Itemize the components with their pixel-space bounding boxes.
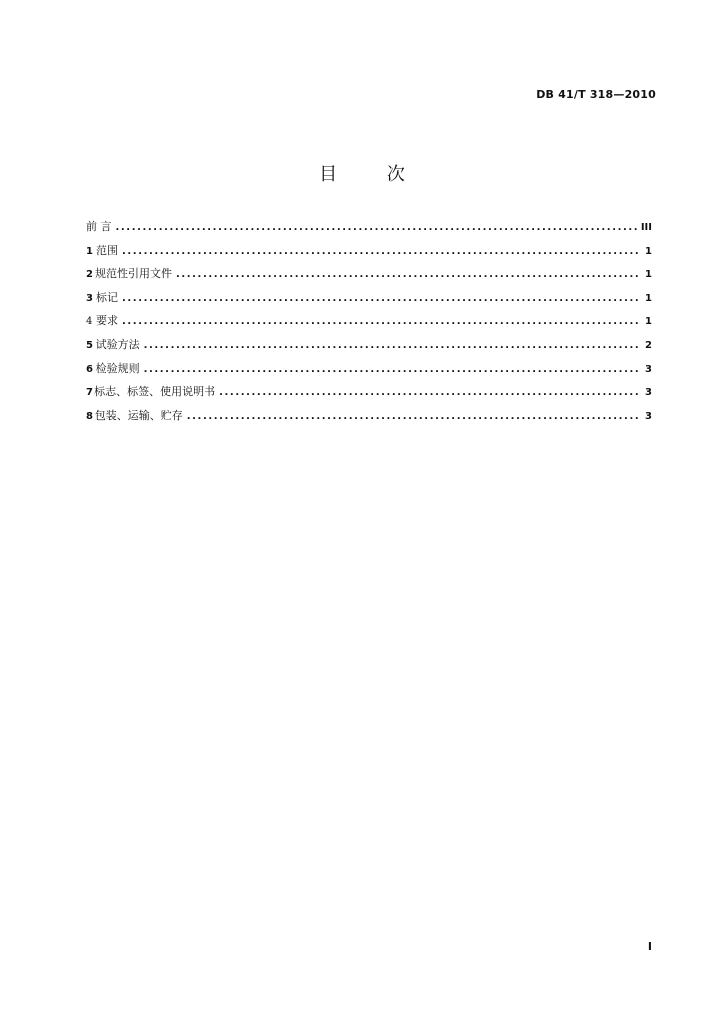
toc-leader-dots (176, 270, 640, 280)
toc-entry-number: 1 (86, 245, 93, 257)
toc-entry-page: 1 (645, 269, 652, 281)
toc-entry-page: 3 (645, 387, 652, 399)
toc-entry-label: 规范性引用文件 (94, 267, 172, 281)
toc-entry-normative-references[interactable] (86, 265, 652, 289)
toc-entry-page: 1 (645, 245, 652, 257)
toc-leader-dots (122, 247, 640, 257)
toc-leader-dots (187, 412, 640, 422)
toc-entry-page: 1 (645, 292, 652, 304)
toc-entry-label: 前 言 (86, 220, 112, 233)
toc-entry-requirements[interactable] (86, 312, 652, 336)
toc-entry-label: 标志、标签、使用说明书 (94, 385, 216, 399)
toc-entry-number: 2 (86, 269, 93, 281)
toc-entry-packaging-transport-storage[interactable] (86, 407, 652, 431)
toc-entry-page: 2 (645, 339, 652, 351)
toc-entry-label: 试验方法 (95, 337, 140, 351)
toc-title-part2: 次 (386, 164, 405, 185)
toc-entry-page: 3 (645, 363, 652, 375)
toc-entry-page: III (640, 222, 652, 233)
page-number: I (647, 940, 652, 953)
toc-leader-dots (122, 294, 640, 304)
toc-entry-number: 7 (86, 387, 93, 399)
toc-entry-foreword[interactable] (86, 218, 652, 242)
toc-title (0, 160, 724, 186)
toc-leader-dots (219, 388, 640, 398)
toc-entry-label: 标记 (96, 290, 118, 304)
toc-entry-marking[interactable] (86, 289, 652, 313)
toc-leader-dots (144, 341, 640, 351)
toc-entry-number: 8 (86, 410, 93, 422)
toc-entry-marking-labeling-instructions[interactable] (86, 383, 652, 407)
toc-entry-inspection-rules[interactable] (86, 360, 652, 384)
toc-entry-page: 3 (645, 410, 652, 422)
toc-entry-label: 范围 (96, 243, 118, 257)
toc-entry-label: 要求 (96, 314, 118, 328)
toc-entry-number: 3 (86, 292, 93, 304)
toc-entry-label: 检验规则 (95, 361, 140, 375)
toc-entry-scope[interactable] (86, 242, 652, 266)
toc-leader-dots (122, 317, 640, 327)
table-of-contents (86, 218, 652, 430)
toc-entry-number: 5 (86, 339, 93, 351)
toc-entry-label: 包装、运输、贮存 (94, 408, 183, 422)
toc-entry-test-methods[interactable] (86, 336, 652, 360)
toc-entry-page: 1 (645, 316, 652, 328)
toc-leader-dots (116, 223, 637, 233)
toc-entry-number: 6 (86, 363, 93, 375)
standard-code: DB 41/T 318—2010 (536, 88, 656, 101)
toc-leader-dots (144, 365, 640, 375)
toc-title-part1: 目 (319, 164, 338, 185)
toc-entry-number: 4 (86, 316, 93, 328)
